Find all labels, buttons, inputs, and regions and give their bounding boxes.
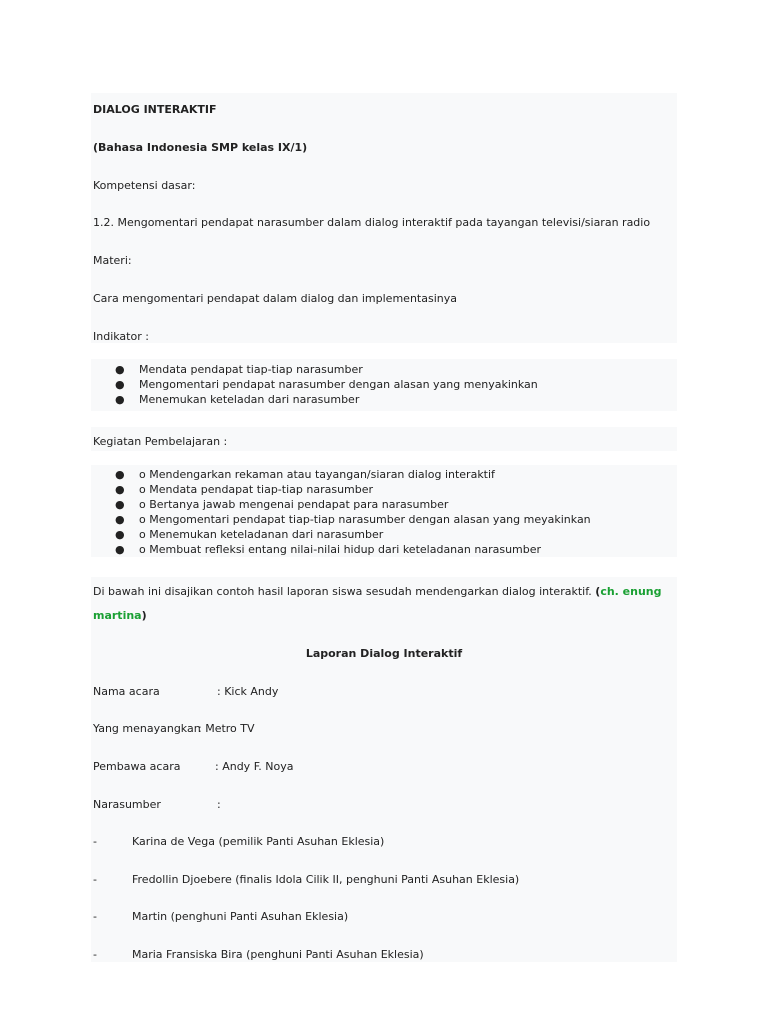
list-item: ● o Mengomentari pendapat tiap-tiap narasumber dengan alasan yang meyakinkan [115, 513, 591, 526]
intro-paragraph [93, 584, 662, 599]
list-item: ● Menemukan keteladan dari narasumber [115, 393, 360, 406]
list-item: ● o Menemukan keteladanan dari narasumber [115, 528, 384, 541]
narasumber-item: Maria Fransiska Bira (penghuni Panti Asuhan Eklesia) [132, 948, 424, 961]
materi-value: Cara mengomentari pendapat dalam dialog dan implementasinya [93, 292, 457, 305]
author-name-line2: martina [93, 609, 142, 622]
dash-marker: - [93, 835, 97, 848]
list-item: ● o Bertanya jawab mengenai pendapat para narasumber [115, 498, 449, 511]
field-nama-acara-label: Nama acara [93, 685, 160, 698]
list-item: ● o Mendata pendapat tiap-tiap narasumber [115, 483, 374, 496]
field-yang-menayangkan-value: : Metro TV [198, 722, 255, 735]
indikator-label: Indikator : [93, 330, 149, 343]
intro-paren-close: ) [141, 609, 147, 622]
kegiatan-label: Kegiatan Pembelajaran : [93, 435, 228, 448]
dash-marker: - [93, 910, 97, 923]
narasumber-item: Fredollin Djoebere (finalis Idola Cilik II, penghuni Panti Asuhan Eklesia) [132, 873, 520, 886]
intro-text: Di bawah ini disajikan contoh hasil laporan siswa sesudah mendengarkan dialog interaktif. [93, 585, 596, 598]
narasumber-item: Karina de Vega (pemilik Panti Asuhan Eklesia) [132, 835, 385, 848]
materi-label: Materi: [93, 254, 132, 267]
list-item: ● o Membuat refleksi entang nilai-nilai hidup dari keteladanan narasumber [115, 543, 542, 556]
author-name-line1: ch. enung [600, 585, 662, 598]
bullet-icon: ● [115, 513, 125, 526]
field-nama-acara-value: : Kick Andy [217, 685, 279, 698]
bullet-icon: ● [115, 528, 125, 541]
page-subtitle: (Bahasa Indonesia SMP kelas IX/1) [93, 141, 308, 154]
bullet-icon: ● [115, 363, 125, 376]
list-item: ● o Mendengarkan rekaman atau tayangan/siaran dialog interaktif [115, 468, 495, 481]
field-narasumber-label: Narasumber [93, 798, 161, 811]
field-pembawa-acara-value: : Andy F. Noya [215, 760, 294, 773]
field-pembawa-acara-label: Pembawa acara [93, 760, 181, 773]
bullet-icon: ● [115, 483, 125, 496]
intro-paragraph-line2 [93, 608, 147, 623]
intro-paren-open: ( [595, 585, 601, 598]
bullet-icon: ● [115, 498, 125, 511]
field-narasumber-value: : [217, 798, 221, 811]
kegiatan-list [93, 467, 673, 557]
bullet-icon: ● [115, 393, 125, 406]
indikator-list [93, 362, 673, 407]
field-yang-menayangkan-label: Yang menayangkan [93, 722, 201, 735]
kompetensi-label: Kompetensi dasar: [93, 179, 196, 192]
kompetensi-value: 1.2. Mengomentari pendapat narasumber dalam dialog interaktif pada tayangan televisi/siaran radio [93, 216, 651, 229]
bullet-icon: ● [115, 468, 125, 481]
dash-marker: - [93, 948, 97, 961]
bullet-icon: ● [115, 543, 125, 556]
list-item: ● Mengomentari pendapat narasumber dengan alasan yang menyakinkan [115, 378, 538, 391]
narasumber-item: Martin (penghuni Panti Asuhan Eklesia) [132, 910, 349, 923]
bullet-icon: ● [115, 378, 125, 391]
page-title: DIALOG INTERAKTIF [93, 103, 217, 116]
list-item: ● Mendata pendapat tiap-tiap narasumber [115, 363, 363, 376]
dash-marker: - [93, 873, 97, 886]
laporan-title: Laporan Dialog Interaktif [305, 647, 463, 660]
